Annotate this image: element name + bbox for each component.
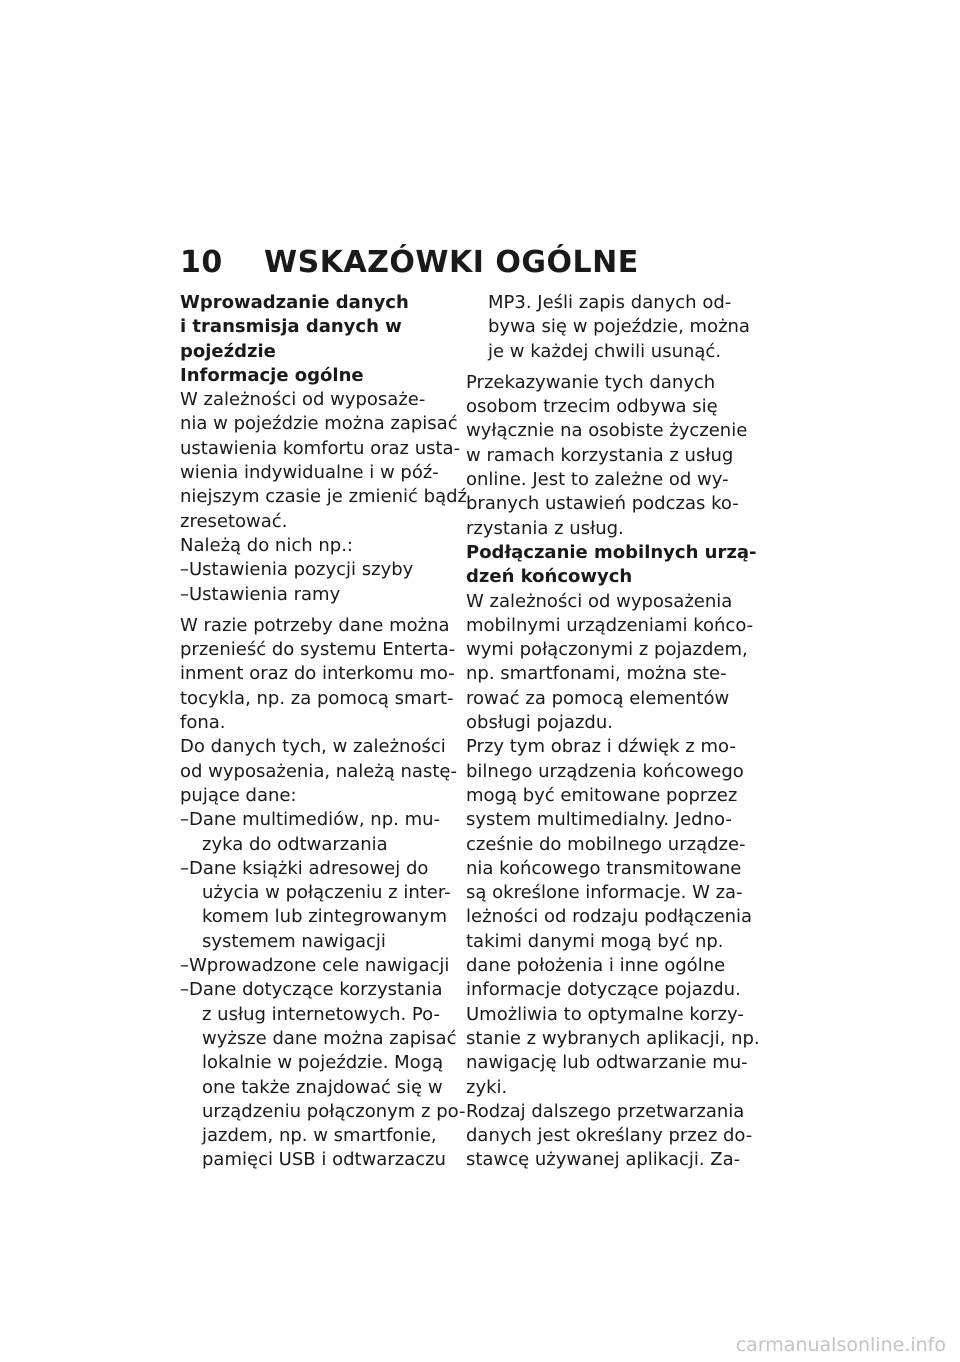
text-line: –Wprowadzone cele nawigacji — [180, 955, 450, 977]
heading-line: pojeździe — [180, 340, 276, 362]
text-line: W zależności od wyposażenia — [466, 590, 733, 612]
text-line: Przy tym obraz i dźwięk z mo- — [466, 736, 736, 758]
text-line: nia końcowego transmitowane — [466, 857, 742, 879]
text-line: danych jest określany przez do- — [466, 1125, 753, 1147]
text-line: –Ustawienia pozycji szyby — [180, 559, 414, 581]
heading-line: Wprowadzanie danych — [180, 292, 409, 313]
text-line: wyłącznie na osobiste życzenie — [466, 420, 748, 442]
text-line: nia w pojeździe można zapisać — [180, 413, 458, 435]
text-line: wymi połączonymi z pojazdem, — [466, 639, 748, 661]
text-line: –Dane multimediów, np. mu- — [180, 809, 441, 831]
text-line: mobilnymi urządzeniami końco- — [466, 614, 754, 636]
text-line: bilnego urządzenia końcowego — [466, 760, 744, 782]
text-line: bywa się w pojeździe, można — [488, 316, 750, 338]
text-line: MP3. Jeśli zapis danych od- — [488, 292, 732, 313]
text-line: pujące dane: — [180, 784, 297, 806]
text-line: urządzeniu połączonym z po- — [202, 1100, 466, 1122]
text-line: inment oraz do interkomu mo- — [180, 663, 455, 685]
text-line: Przekazywanie tych danych — [466, 371, 716, 393]
text-line: je w każdej chwili usunąć. — [488, 340, 722, 362]
text-line: obsługi pojazdu. — [466, 712, 613, 734]
text-line: stawcę używanej aplikacji. Za- — [466, 1149, 741, 1171]
text-line: wienia indywidualne i w póź- — [180, 462, 439, 484]
text-line: systemem nawigacji — [202, 930, 386, 952]
text-line: W razie potrzeby dane można — [180, 614, 450, 636]
text-line: w ramach korzystania z usług — [466, 444, 734, 466]
watermark-logo[interactable]: carmanualsonline.info — [735, 1334, 946, 1356]
text-line: wyższe dane można zapisać — [202, 1027, 457, 1049]
text-line: cześnie do mobilnego urządze- — [466, 833, 746, 855]
text-line: online. Jest to zależne od wy- — [466, 469, 729, 491]
text-line: rować za pomocą elementów — [466, 687, 730, 709]
chapter-number: 10 — [180, 245, 223, 280]
text-line: np. smartfonami, można ste- — [466, 663, 727, 685]
text-line: –Ustawienia ramy — [180, 583, 341, 605]
chapter-title: WSKAZÓWKI OGÓLNE — [264, 245, 639, 280]
text-line: stanie z wybranych aplikacji, np. — [466, 1027, 760, 1049]
text-line: przenieść do systemu Enterta- — [180, 639, 456, 661]
text-line: dane położenia i inne ogólne — [466, 955, 726, 977]
text-line: jazdem, np. w smartfonie, — [202, 1125, 437, 1147]
text-line: Do danych tych, w zależności — [180, 736, 446, 758]
text-line: –Dane książki adresowej do — [180, 857, 429, 879]
right-text-column — [466, 291, 760, 1173]
text-line: lokalnie w pojeździe. Mogą — [202, 1052, 444, 1074]
text-line: informacje dotyczące pojazdu. — [466, 979, 741, 1001]
text-line: niejszym czasie je zmienić bądź — [180, 486, 467, 508]
text-line: osobom trzecim odbywa się — [466, 396, 718, 418]
text-line: W zależności od wyposaże- — [180, 389, 426, 411]
text-line: Należą do nich np.: — [180, 534, 353, 556]
text-line: od wyposażenia, należą nastę- — [180, 760, 457, 782]
text-line: system multimedialny. Jedno- — [466, 809, 732, 831]
text-line: tocykla, np. za pomocą smart- — [180, 687, 454, 709]
text-line: zyka do odtwarzania — [202, 833, 388, 855]
text-line: zresetować. — [180, 510, 288, 532]
text-line: –Dane dotyczące korzystania — [180, 979, 443, 1001]
text-line: komem lub zintegrowanym — [202, 906, 447, 928]
heading-line: Podłączanie mobilnych urzą- — [466, 541, 757, 563]
left-text-column — [180, 291, 467, 1173]
heading-line: i transmisja danych w — [180, 316, 402, 338]
text-line: branych ustawień podczas ko- — [466, 493, 739, 515]
text-line: Umożliwia to optymalne korzy- — [466, 1003, 744, 1025]
heading-line: dzeń końcowych — [466, 566, 633, 588]
text-line: takimi danymi mogą być np. — [466, 930, 724, 952]
text-line: użycia w połączeniu z inter- — [202, 882, 451, 904]
text-line: zyki. — [466, 1076, 508, 1098]
text-line: z usług internetowych. Po- — [202, 1003, 440, 1025]
text-line: ustawienia komfortu oraz usta- — [180, 437, 461, 459]
text-line: nawigację lub odtwarzanie mu- — [466, 1052, 748, 1074]
text-line: leżności od rodzaju podłączenia — [466, 906, 753, 928]
text-line: one także znajdować się w — [202, 1076, 443, 1098]
text-line: Rodzaj dalszego przetwarzania — [466, 1100, 745, 1122]
text-line: fona. — [180, 712, 226, 734]
text-line: są określone informacje. W za- — [466, 882, 743, 904]
heading-line: Informacje ogólne — [180, 364, 364, 386]
chapter-heading — [180, 245, 639, 280]
text-line: pamięci USB i odtwarzaczu — [202, 1149, 446, 1171]
text-line: rzystania z usług. — [466, 517, 624, 539]
text-line: mogą być emitowane poprzez — [466, 784, 738, 806]
